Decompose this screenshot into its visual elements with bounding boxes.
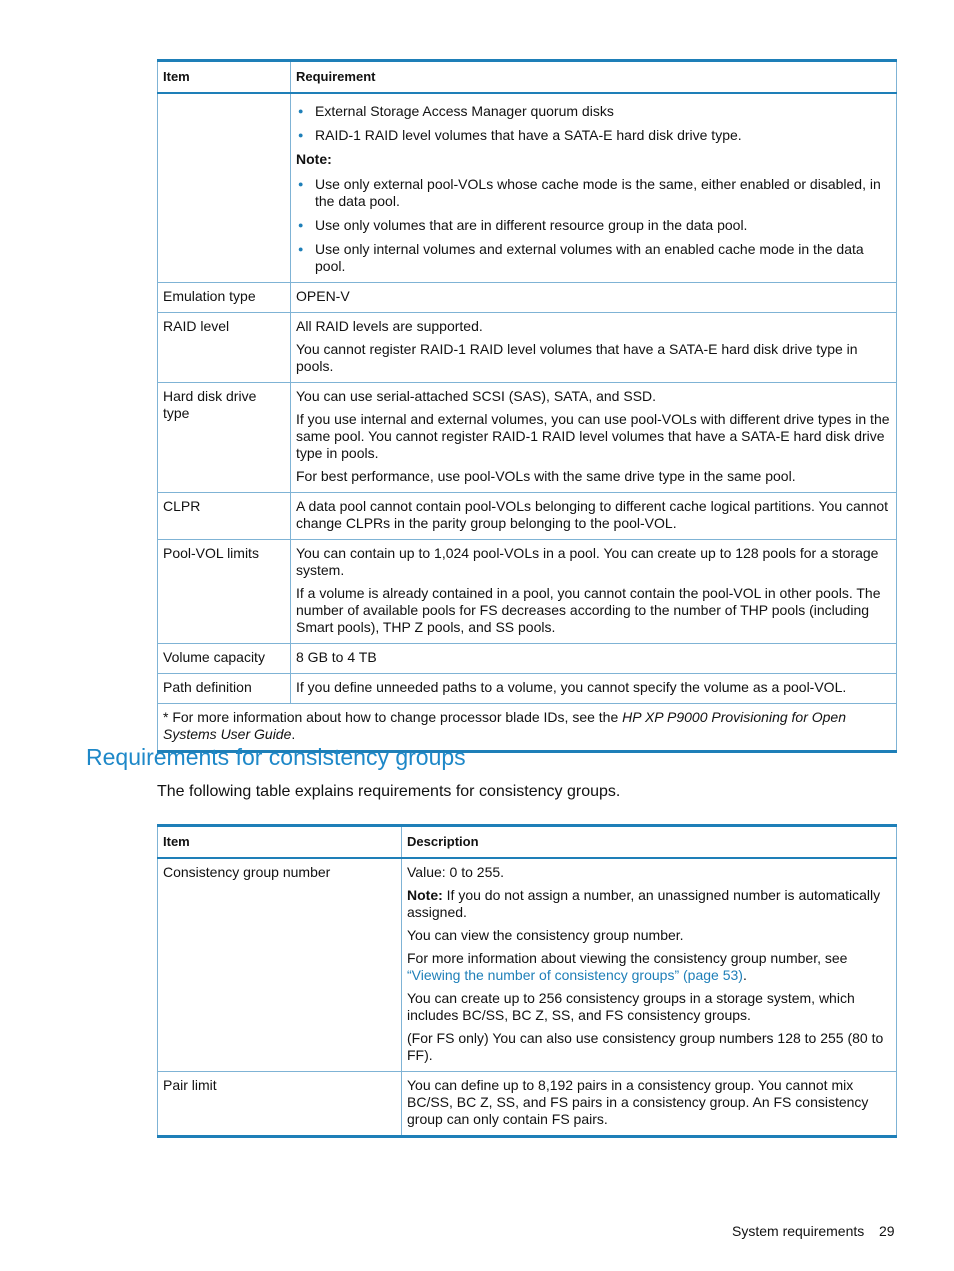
table-cell (402, 858, 897, 1072)
footnote-text: * For more information about how to change processor blade IDs, see the (163, 709, 623, 725)
row-item: CLPR (158, 493, 291, 540)
table-header-row (158, 61, 897, 94)
more-info-text: For more information about viewing the consistency group number, see (407, 950, 848, 966)
row-item: RAID level (158, 313, 291, 383)
cell-text: You can create up to 256 consistency groups in a storage system, which includes BC/SS, BC Z, SS, and FS consistency groups. (407, 990, 855, 1023)
table-cell (291, 493, 897, 540)
cell-text: (For FS only) You can also use consistency group numbers 128 to 255 (80 to FF). (407, 1030, 884, 1063)
table-row (158, 493, 897, 540)
table-cell (402, 1072, 897, 1137)
header-item: Item (158, 826, 402, 859)
table-cell (291, 644, 897, 674)
cell-text: You can define up to 8,192 pairs in a consistency group. You cannot mix BC/SS, BC Z, SS, and FS pairs in a consistency group. An FS consistency group can only contain FS pairs. (407, 1077, 869, 1127)
cell-text: OPEN-V (296, 288, 350, 304)
section-intro: The following table explains requirements for consistency groups. (157, 783, 621, 800)
table-cell (291, 540, 897, 644)
cell-text: You can use serial-attached SCSI (SAS), SATA, and SSD. (296, 388, 657, 404)
consistency-groups-table (157, 824, 897, 1138)
list-item: ● Use only external pool-VOLs whose cache mode is the same, either enabled or disabled, in the data pool. (315, 176, 891, 210)
cell-text: You cannot register RAID-1 RAID level volumes that have a SATA-E hard disk drive type in pools. (296, 341, 858, 374)
cell-text: 8 GB to 4 TB (296, 649, 377, 665)
note-text: If you do not assign a number, an unassigned number is automatically assigned. (407, 887, 881, 920)
row-item: Pool-VOL limits (158, 540, 291, 644)
note-label: Note: (296, 151, 332, 167)
cell-text: A data pool cannot contain pool-VOLs belonging to different cache logical partitions. You cannot change CLPRs in the parity group belonging to the pool-VOL. (296, 498, 889, 531)
more-info-end: . (742, 967, 747, 983)
row-item: Pair limit (158, 1072, 402, 1137)
table-cell-empty (158, 93, 291, 283)
table-row (158, 858, 897, 1072)
cell-text: If you use internal and external volumes, you can use pool-VOLs with different drive types in the same pool. You cannot register RAID-1 RAID level volumes that have a SATA-E hard disk drive type in pools. (296, 411, 890, 461)
header-description: Description (402, 826, 897, 859)
note-bullet-list (296, 176, 891, 275)
table-row (158, 674, 897, 704)
list-item: ● RAID-1 RAID level volumes that have a SATA-E hard disk drive type. (315, 127, 891, 144)
list-item: ● External Storage Access Manager quorum disks (315, 103, 891, 120)
footer-page-number: 29 (879, 1223, 895, 1239)
table-row (158, 313, 897, 383)
header-item: Item (158, 61, 291, 94)
list-item: ● Use only volumes that are in different resource group in the data pool. (315, 217, 891, 234)
table-row (158, 644, 897, 674)
section-heading: Requirements for consistency groups (86, 744, 466, 770)
header-requirement: Requirement (291, 61, 897, 94)
footnote-guide-title: HP XP P9000 Provisioning for Open Systems User Guide (163, 709, 847, 742)
requirements-table (157, 59, 897, 753)
cell-text: If a volume is already contained in a pool, you cannot contain the pool-VOL in other pools. The number of available pools for FS decreases according to the number of THP pools (including Smart pools), THP Z pools, and SS pools. (296, 585, 881, 635)
cell-text: For best performance, use pool-VOLs with the same drive type in the same pool. (296, 468, 796, 484)
table-cell (291, 313, 897, 383)
cell-text: You can view the consistency group number. (407, 927, 684, 943)
footer-section-name: System requirements (732, 1223, 865, 1239)
cell-note (407, 887, 891, 921)
table-row (158, 1072, 897, 1137)
table-row (158, 93, 897, 283)
cell-text: You can contain up to 1,024 pool-VOLs in a pool. You can create up to 128 pools for a storage system. (296, 545, 879, 578)
table-header-row (158, 826, 897, 859)
cell-text: Value: 0 to 255. (407, 864, 505, 880)
row-item: Path definition (158, 674, 291, 704)
cell-more-info (407, 950, 891, 984)
table-cell (291, 93, 897, 283)
note-label: Note: (407, 887, 443, 903)
table-row (158, 383, 897, 493)
row-item: Emulation type (158, 283, 291, 313)
footnote-end: . (291, 726, 296, 742)
table-cell (291, 674, 897, 704)
table-cell (291, 283, 897, 313)
table-row (158, 283, 897, 313)
table-row (158, 540, 897, 644)
row-item: Volume capacity (158, 644, 291, 674)
bullet-list (296, 103, 891, 144)
cross-reference-link[interactable]: “Viewing the number of consistency groups” (page 53) (407, 967, 743, 983)
cell-text: All RAID levels are supported. (296, 318, 483, 334)
row-item: Hard disk drive type (158, 383, 291, 493)
list-item: ● Use only internal volumes and external volumes with an enabled cache mode in the data pool. (315, 241, 891, 275)
table-cell (291, 383, 897, 493)
row-item: Consistency group number (158, 858, 402, 1072)
cell-text: If you define unneeded paths to a volume, you cannot specify the volume as a pool-VOL. (296, 679, 847, 695)
